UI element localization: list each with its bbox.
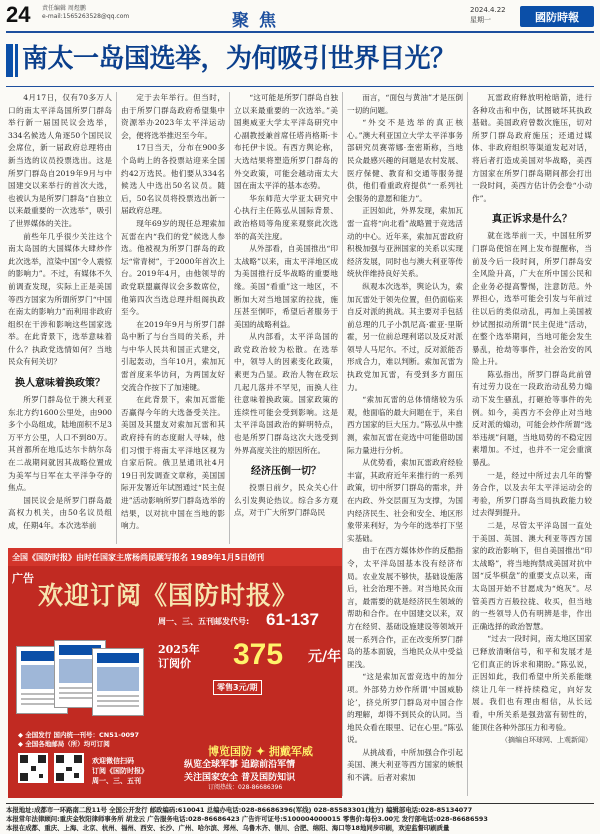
- qr-codes: [18, 753, 88, 793]
- paragraph: 而言，“面包与黄油”才是压倒一切的问题。: [347, 93, 463, 115]
- editor-email: e-mail:1565263528@qq.com: [42, 13, 130, 20]
- paragraph: “这是索加瓦雷竞选中的加分项。外部势力炒作所谓‘中国威胁论’，挤兑所罗门群岛对中国合作的理解，却得不到民众的认同。当地民众看在眼里、记在心里。”陈弘说。: [347, 672, 463, 745]
- paragraph: 现年69岁的现任总理索加瓦雷在内“我们的党”候选人参选。他被视为所罗门群岛的政坛“常青树”，于2000年首次上台。2019年4月，由他领导的政党联盟赢得议会多数席位，他第四次当选总理并组阁执政至今。: [121, 218, 225, 317]
- page-footer: [0, 803, 600, 833]
- paragraph: 在此背景下，索加瓦雷能否赢得今年的大选备受关注。美国及其盟友对索加瓦雷和其政府持有的态度耐人寻味，他们习惯于将南太平洋地区视为自家后院。俄卫星通讯社4月19日刊发调查文章称，美国国际开发署近年试图通过“民主促进”活动影响所罗门群岛选举的结果，以对抗中国在当地的影响力。: [121, 395, 225, 531]
- ad-price-text: 订阅价: [158, 657, 191, 670]
- article-column-3: [234, 92, 338, 544]
- column-divider: [229, 92, 230, 544]
- paragraph: 从外部看，自美国推出“印太战略”以来，南太平洋地区成为美国推行反华战略的重要地缘。美国“看重”这一地区，不断加大对当地国家的拉拢，施压甚至恫吓，希望后者服务于美国的战略利益。: [234, 244, 338, 329]
- paragraph: 从优势看，索加瓦雷政府经验丰富，其政府近年来推行的一系列政策，切中所罗门群岛的需求，并在内政、外交层面互为支撑，为国内经济民生、社会和安全、地区形象带来利好，为今年的选举打下坚实基础。: [347, 458, 463, 543]
- ad-bullets: [18, 731, 139, 749]
- paragraph: 由于在西方媒体炒作的反酷指令，太平洋岛国基本没有经济布局。农业发展不够快，基础设施落后，社会治理不善。对当地民众而言，最需要的就是经济民生领域的帮助和合作。在中国建交以来，双方在经贸、基础设施建设等领域开展一系列合作，正在改变所罗门群岛的基本面貌，当地民众从中受益匪浅。: [347, 546, 463, 669]
- headline-block: [0, 36, 600, 84]
- page-header: [0, 0, 600, 34]
- article-column-1: [8, 92, 112, 544]
- footer-line: 本报常年法律顾问:重庆金牧阳律师事务所 胡龙云 广告服务电话:028-86686423 广告许可证号:5100004000015 零售价:每份3.00元 发行部电话:028-86686593: [6, 815, 488, 823]
- editor-info: [42, 5, 129, 21]
- ad-bullet: ◆ 全国各地邮局（所）均可订阅: [18, 740, 110, 748]
- paragraph: 华东师范大学亚太研究中心执行主任陈弘从国际背景、政治格局等角度来观察此次选举的高关注度。: [234, 193, 338, 241]
- subheading: 真正诉求是什么？: [492, 214, 572, 226]
- ad-scan-line: 订阅《国防时报》: [92, 767, 148, 775]
- article-column-2: [121, 92, 225, 544]
- section-title: 聚焦: [232, 11, 286, 31]
- ad-side-label: 广告: [12, 572, 34, 585]
- article-column-5: [472, 92, 592, 796]
- headline-rule: [6, 86, 594, 87]
- qr-code-icon[interactable]: [54, 753, 84, 783]
- paragraph: 国民议会是所罗门群岛最高权力机关，由50名议员组成，任期4年。本次选举前: [8, 495, 112, 530]
- ad-slogan-line: 纵览全球军事 追踪前沿军情: [184, 760, 296, 770]
- paragraph: “索加瓦雷的总体情绪较为乐观，他面临的最大问题在于，来自西方国家的巨大压力。”陈弘从中推测，索加瓦雷在竞选中可能借助国际力量进行分析。: [347, 395, 463, 455]
- paragraph: 二是，尽管太平洋岛国一直处于美国、英国、澳大利亚等西方国家的政治影响下，但自美国推出“印太战略”，将当地拘禁成美国对抗中国“反华棋盘”的重要支点以来，南太岛国开始不甘愿成为“炮灰”。尽管美西方百般拉拢、收买，但当地的一些领导人仍有明辨是非，作出正确选择的政治智慧。: [472, 521, 592, 631]
- footer-line: 本报地址:成都市一环路南二段11号 全国公开发行 邮政编码:610041 总编办电话:028-86686396(军线) 028-85583301(地方) 编辑部电话:028-85134077: [6, 806, 473, 814]
- paragraph: 陈弘指出，所罗门群岛此前曾有过劳力设在一段政治动乱势力煽动下发生骚乱，打砸抢等事件的先例。如今，美西方不会停止对当地反对派的煽动，可能会炒作所谓“选举违规”问题，当地局势的不稳定因素增加。不过，也并不一定会重演暴乱。: [472, 369, 592, 468]
- footer-line: 本报在成都、重庆、上海、北京、杭州、福州、西安、长沙、广州、哈尔滨、郑州、乌鲁木齐、银川、合肥、绵阳、海口等18地同步印刷，欢迎监督印刷质量: [6, 824, 450, 832]
- footer-rule: [6, 803, 594, 804]
- paragraph: 所罗门群岛位于澳大利亚东北方约1600公里处，由900多个小岛组成，陆地面积不足3万平方公里，人口不到80万。其首都所在地瓜达尔卡纳尔岛在二战期间就因其战略位置成为美军与日军在太平洋争夺的焦点。: [8, 395, 112, 493]
- ad-scan-text: [92, 756, 148, 786]
- paragraph: “过去一段时间，南太地区国家已释放清晰信号，和平和发展才是它们真正的诉求和期盼。”陈弘说，正因如此，我们希望中所关系能继续让几年一样持续稳定，向好发展。我们也有理由相信，从长远看，中所关系是强劲富有韧性的，能顶住各种外部压力和考验。: [472, 634, 592, 732]
- ad-price-label: [158, 643, 200, 671]
- ad-hotline: 订阅热线：028-86686396: [208, 784, 283, 791]
- paragraph: “外交不是选举的真正核心。”澳大利亚国立大学太平洋事务部研究员赛蒂娜·奎密斯称，当地民众最感兴趣的问题是农村发展、医疗保健、教育和交通等服务提供，他们看重政府提供“一系列社会服务的意愿和能力”。: [347, 118, 463, 203]
- paragraph: 正因如此，外界发现，索加瓦雷一直将“向北看”战略置于竞选活动的中心。近年来，索加瓦雷政府积极加强与亚洲国家的关系以实现经济发展，同时也与澳大利亚等传统伙伴维持良好关系。: [347, 206, 463, 279]
- ad-retail-price: 零售3元/期: [213, 680, 262, 695]
- paragraph: 纵观本次选举，舆论认为，索加瓦雷处于领先位置，但仍面临来自反对派的挑战。其主要对手包括前总理的几子小凯尼高·霍亚·里斯霍，另一位前总理利诺以及反对派领导人马尼尔。不过，反对派能否形成合力，难以判断。索加瓦雷为执政党加瓦雷，有受到多方面压力。: [347, 281, 463, 392]
- column-divider: [467, 92, 468, 796]
- source-note: （摘编自环球网、上观新闻）: [501, 736, 592, 745]
- qr-code-icon[interactable]: [18, 753, 48, 783]
- newspaper-logo: 國防時報: [520, 6, 594, 27]
- article-column-4: [347, 92, 463, 796]
- ad-slogan-line: 关注国家安全 普及国防知识: [184, 773, 296, 783]
- ad-bullet: ◆ 全国发行 国内统一刊号：CN51-0097: [18, 731, 140, 739]
- paragraph: 定于去年举行。但当时，由于所罗门群岛政府希望集中资源举办2023年太平洋运动会，便将选举推迟至今年。: [121, 93, 225, 140]
- ad-price: 375: [233, 638, 284, 671]
- ad-price-year: 2025年: [158, 643, 200, 656]
- headline-accent-bar-thin: [15, 44, 18, 77]
- paragraph: 瓦雷政府释放明枪暗箭，进行各种攻击和中伤，试图破坏其执政基础。美国政府曾数次施压，切对所罗门群岛政府施压；还通过媒体、非政府组织等渠道发起对话，将后者打造成美国对华战略，美西方国家在所罗门群岛期间都会打出一段时间，美西方估计仍会卷“小动作”。: [472, 93, 592, 203]
- date-block: [470, 5, 506, 25]
- ad-headline: 欢迎订阅《国防时报》: [38, 581, 299, 610]
- header-rule: [6, 31, 594, 33]
- page-number: 24: [6, 2, 31, 27]
- column-divider: [342, 92, 343, 796]
- ad-postal-code-label: 周一、三、五刊邮发代号:: [158, 617, 250, 626]
- paragraph: 就在选举前一天，中国驻所罗门群岛使馆在网上发布提醒称，当前及今后一段时间，所罗门群岛安全风险升高，广大在所中国公民和企业务必提高警惕，注意防范。外界担心，选举可能会引发与年前过往以后的类似动乱，再加上美国被炒试图拟动所谓“民主促进”活动，在整个选举期间，当地可能会发生暴乱，抢劫等事件，社会治安的风险上升。: [472, 231, 592, 367]
- subheading: 经济压倒一切？: [251, 466, 321, 478]
- paragraph: 从挑战看，中所加强合作引起美国、澳大利亚等西方国家的嫉恨和不满。后者对索加: [347, 747, 463, 783]
- headline-accent-bar: [6, 44, 13, 77]
- paragraph: 前些年几乎很少关注这个南太岛国的大国媒体大肆炒作此次选举，渲染中国“令人震惊的影响力”。不过，有媒体不久前调查发现，实际上正是美国等西方国家为所谓所罗门“中国在南太的影响力”而利用非政府组织在干涉和影响这些国家选举。在此背景下，选举意味着什么？执政党选情如何？当地民众有何关切？: [8, 231, 112, 367]
- paragraph: 4月17日，仅有70多万人口的南太平洋岛国所罗门群岛举行新一届国民议会选举，334名候选人角逐50个国民议会席位，新一届政府总理将由新当选的议员投票选出。这是所罗门群岛自2019年9月与中国建交以来举行的首次大选，也被认为是所罗门群岛“自独立以来最重要的一次选举”，吸引了世界媒体的关注。: [8, 93, 112, 228]
- paragraph: 在2019年9月与所罗门群岛中断了与台当局的关系，并与中华人民共和国正式建交，引起轰动，当年10月，索加瓦雷首度来华访问，为两国友好交流合作按下了加速键。: [121, 319, 225, 392]
- subheading: 换人意味着换政策？: [15, 378, 105, 390]
- paragraph: “这可能是所罗门群岛自独立以来最重要的一次选举。”美国奥威亚大学太平洋岛研究中心副教授兼首席任塔肖格斯·卡布托伊卡说。有西方舆论称，大选结果将塑造所罗门群岛的外交政策，可能会越动南太大国在南太平洋的基本态势。: [234, 93, 338, 191]
- ad-price-unit: 元/年: [308, 649, 342, 665]
- issue-date: 2024.4.22: [470, 6, 506, 14]
- paragraph: 一是，经过中所过去几年的警务合作，以及去年太平洋运动会的考验，所罗门群岛当局执政能力较过去得到提升。: [472, 470, 592, 518]
- column-divider: [116, 92, 117, 544]
- issue-weekday: 星期一: [470, 16, 491, 24]
- headline: 南太一岛国选举，为何吸引世界目光？: [22, 44, 456, 74]
- subscription-ad: [8, 548, 342, 798]
- paragraph: 从内部看，太平洋岛国的政党政治较为松散。在选举中，领导人的因素变化政策，素更为凸显。政治人物在政坛几起几落并不罕见，而换人往往意味着换政策。国家政策的连续性可能会受到影响。这是太平洋岛国政治的鲜明特点，也是所罗门群岛这次大选受到外界高度关注的原因所在。: [234, 332, 338, 455]
- paragraph: 17日当天，分布在900多个岛屿上的各投票站迎来全国约42万选民。他们要从334名候选人中选出50名议员。随后，50名议员将投票选出新一届政府总理。: [121, 143, 225, 216]
- newspaper-thumbnail: [92, 648, 144, 716]
- ad-slogan: 博览国防 ✦ 拥戴军威: [208, 745, 313, 758]
- paragraph: 投票日前夕，民众关心什么引发舆论热议。综合多方观点，对于广大所罗门群岛民: [234, 483, 338, 518]
- ad-scan-line: 周一、三、五刊: [92, 777, 141, 785]
- editor-name: 责任编辑 周煜鹏: [42, 5, 86, 12]
- newspaper-stack-image: [16, 636, 146, 718]
- ad-scan-line: 欢迎微信扫码: [92, 757, 134, 765]
- ad-postal-code: 61-137: [266, 610, 319, 629]
- ad-top-banner: 全国《国防时报》由时任国家主席杨尚昆题写报名 1989年1月5日创刊: [8, 548, 342, 566]
